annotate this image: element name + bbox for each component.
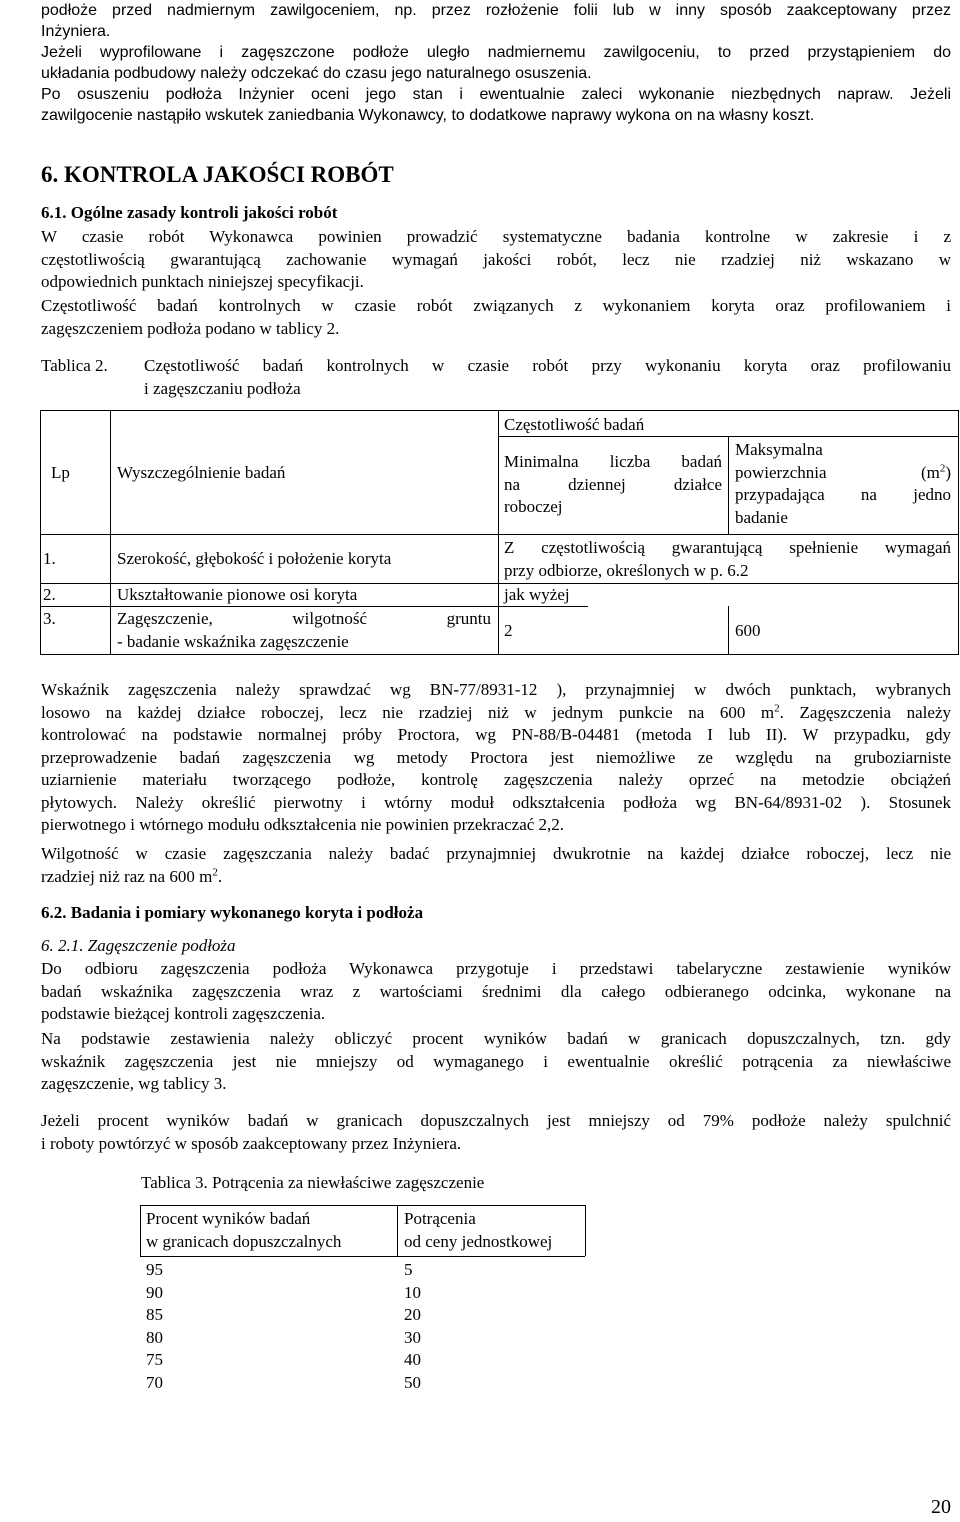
intro-line-4: układania podbudowy należy odczekać do czasu jego naturalnego osuszenia. [41, 65, 592, 82]
table-3-header-percent [146, 1208, 341, 1253]
cell-line: Z częstotliwością gwarantującą spełnienie wymagań [504, 538, 951, 557]
header-line: Maksymalna [735, 440, 823, 459]
row-1-description: Szerokość, głębokość i położenie koryta [117, 549, 392, 568]
cell-line: przy odbiorze, określonych w p. 6.2 [504, 560, 749, 580]
text-line: zagęszczeniem podłoża podano w tablicy 2. [41, 318, 340, 338]
row-3-lp: 3. [43, 609, 56, 628]
table-3-row-percent: 80 [146, 1327, 163, 1347]
section-6-2-1-heading: 6. 2.1. Zagęszczenie podłoża [41, 936, 236, 955]
table-3-row-percent: 90 [146, 1282, 163, 1302]
text-line: wskaźnik zagęszczenia jest nie mniejszy od wymaganego i ewentualnie określić potrącenia za niewłaściwe [41, 1051, 951, 1071]
table-3-row-deduction: 20 [404, 1305, 421, 1324]
unit-superscript: 2 [939, 461, 946, 474]
text-line: badań wskaźnika zagęszczenia wraz z wartościami średnimi dla całego odbieranego odcinka, wykonane na [41, 981, 951, 1001]
header-line: roboczej [504, 497, 563, 516]
text-line: odpowiednich punktach niniejszej specyfikacji. [41, 272, 364, 291]
superscript: 2 [212, 865, 218, 878]
text-line: Wilgotność w czasie zagęszczania należy badać przynajmniej dwukrotnie na każdej działce roboczej, lecz nie [41, 844, 951, 863]
table-3-percent-column [146, 1259, 163, 1394]
header-line: Procent wyników badań [146, 1209, 311, 1228]
table-3-deduction-column [404, 1259, 421, 1394]
header-line: Potrącenia [404, 1209, 476, 1228]
section-6-1-heading: 6.1. Ogólne zasady kontroli jakości robót [41, 203, 338, 222]
header-line: Minimalna liczba badań [504, 452, 722, 471]
table-3-row-percent: 95 [146, 1260, 163, 1279]
text-line: częstotliwością gwarantującą zachowanie wymagań jakości robót, lecz nie rzadziej niż wskazano w [41, 249, 951, 269]
header-line: w granicach dopuszczalnych [146, 1231, 342, 1251]
row-1-lp: 1. [43, 549, 56, 568]
text-line: podstawie bieżącej kontroli zagęszczenia. [41, 1004, 326, 1023]
section-6-2-heading: 6.2. Badania i pomiary wykonanego koryta i podłoża [41, 903, 424, 922]
table-3-caption: Tablica 3. Potrącenia za niewłaściwe zagęszczenie [141, 1173, 485, 1192]
text-line: Do odbioru zagęszczenia podłoża Wykonawca przygotuje i przedstawi tabelaryczne zestawienie wyników [41, 959, 951, 978]
text-line: Jeżeli procent wyników badań w granicach dopuszczalnych jest mniejszy od 79% podłoże należy spulchnić [41, 1111, 951, 1130]
intro-line-1: podłoże przed nadmiernym zawilgoceniem, np. przez rozłożenie folii lub w inny sposób zaakceptowany przez [41, 2, 951, 19]
text-line: przeprowadzenie badań zagęszczenia wg metody Proctora jest niemożliwe ze względu na gruboziarniste [41, 747, 951, 767]
text-fragment: rzadziej niż raz na 600 m [41, 866, 213, 886]
table-rule [140, 1205, 585, 1206]
header-word: powierzchnia [735, 462, 827, 482]
text-line: kontrolować na podstawie normalnej próby Proctora, wg PN-88/B-04481 (metoda I lub II). W przypadku, gdy [41, 725, 951, 744]
header-line: badanie [735, 507, 788, 527]
header-line: od ceny jednostkowej [404, 1231, 553, 1251]
text-line: Na podstawie zestawienia należy obliczyć procent wyników badań w granicach dopuszczalnych, tzn. gdy [41, 1029, 951, 1048]
table-3-row-deduction: 50 [404, 1372, 421, 1392]
table-3-row-deduction: 30 [404, 1327, 421, 1347]
table-rule [140, 1256, 585, 1257]
row-2-description: Ukształtowanie pionowe osi koryta [117, 585, 358, 604]
text-line: zagęszczenie, wg tablicy 3. [41, 1074, 227, 1093]
text-line: pierwotnego i wtórnego modułu odkształcenia nie powinien przekraczać 2,2. [41, 815, 565, 834]
table-3-header-deduction [404, 1208, 552, 1253]
table-3-row-percent: 85 [146, 1305, 163, 1324]
row-3-min-count: 2 [504, 621, 513, 640]
text-line: W czasie robót Wykonawca powinien prowadzić systematyczne badania kontrolne w zakresie i z [41, 227, 951, 246]
text-line: Wskaźnik zagęszczenia należy sprawdzać wg BN-77/8931-12 ), przynajmniej w dwóch punktach, wybranych [41, 680, 951, 699]
intro-line-6: zawilgocenie nastąpiło wskutek zaniedbania Wykonawcy, to dodatkowe naprawy wykona on na własny koszt. [41, 107, 815, 124]
intro-line-5: Po osuszeniu podłoża Inżynier oceni jego stan i ewentualnie zaleci wykonanie niezbędnych napraw. Jeżeli [41, 86, 951, 103]
table-2-label: Tablica 2. [41, 356, 108, 375]
row-2-frequency: jak wyżej [504, 585, 570, 604]
cell-line: Zagęszczenie, wilgotność gruntu [117, 609, 491, 628]
table-rule [140, 1205, 141, 1256]
table-rule [397, 1205, 398, 1256]
superscript: 2 [774, 701, 780, 714]
header-description: Wyszczególnienie badań [117, 463, 286, 482]
header-line: przypadająca na jedno [735, 485, 951, 504]
table-3-row-deduction: 40 [404, 1350, 421, 1369]
text-fragment: . Zagęszczenia należy [779, 702, 951, 722]
cell-line: - badanie wskaźnika zagęszczenie [117, 631, 349, 651]
header-lp: Lp [51, 463, 70, 482]
intro-line-2: Inżyniera. [41, 23, 111, 40]
row-3-max-area: 600 [735, 621, 761, 640]
text-line: uziarnienie materiału tworzącego podłoże, kontrolę zagęszczenia należy oprzeć na metodzie obciążeń [41, 770, 951, 789]
text-fragment: . [217, 866, 223, 886]
table-3-row-percent: 70 [146, 1372, 163, 1392]
text-line: i roboty powtórzyć w sposób zaakceptowany przez Inżyniera. [41, 1133, 462, 1153]
caption-line: Częstotliwość badań kontrolnych w czasie robót przy wykonaniu koryta oraz profilowaniu [144, 356, 951, 375]
row-2-lp: 2. [43, 585, 56, 604]
intro-line-3: Jeżeli wyprofilowane i zagęszczone podłoże uległo nadmiernemu zawilgoceniu, to przed przystąpieniem do [41, 44, 951, 61]
table-3-row-deduction: 10 [404, 1282, 421, 1302]
unit-text: (m [920, 462, 940, 482]
text-line: płytowych. Należy określić pierwotny i wtórny moduł odkształcenia podłoża wg BN-64/8931-02 ). Stosunek [41, 792, 951, 812]
table-3-row-percent: 75 [146, 1350, 163, 1369]
section-6-heading: 6. KONTROLA JAKOŚCI ROBÓT [41, 162, 394, 187]
table-3-row-deduction: 5 [404, 1260, 413, 1279]
header-frequency: Częstotliwość badań [504, 415, 645, 434]
caption-line: i zagęszczaniu podłoża [144, 378, 301, 398]
header-line: na dziennej działce [504, 474, 722, 494]
text-fragment: losowo na każdej działce roboczej, lecz nie rzadziej niż w jednym punkcie na 600 m [41, 702, 775, 722]
table-rule [585, 1205, 586, 1256]
text-line: Częstotliwość badań kontrolnych w czasie robót związanych z wykonaniem koryta oraz profilowaniem i [41, 296, 951, 315]
unit-text: ) [945, 462, 951, 482]
page-number: 20 [931, 1496, 951, 1518]
